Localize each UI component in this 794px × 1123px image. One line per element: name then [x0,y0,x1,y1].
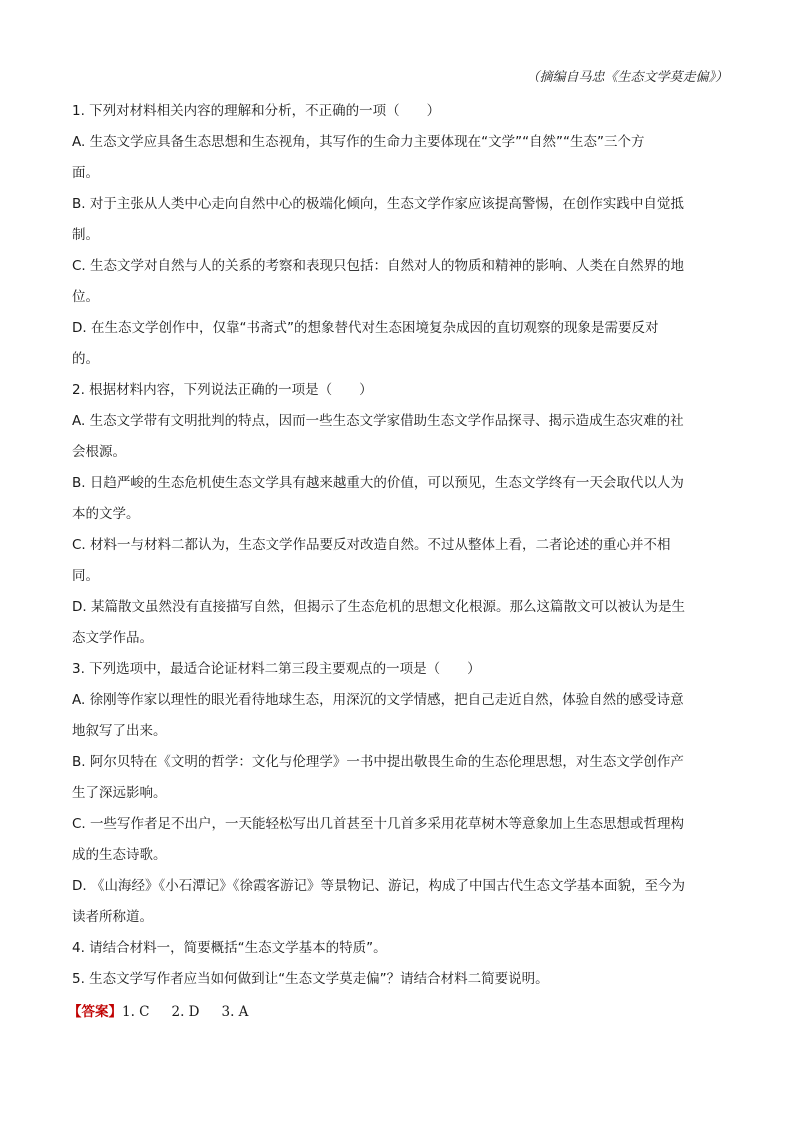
question-2-stem: 2. 根据材料内容，下列说法正确的一项是（ ） [72,382,373,398]
question-2-option-c: C. 材料一与材料二都认为，生态文学作品要反对改造自然。不过从整体上看，二者论述的重心并不相 [72,537,671,553]
question-3-option-d-cont: 读者所称道。 [72,909,153,925]
answer-label: 【答案】 [68,1004,122,1020]
question-1-option-c: C. 生态文学对自然与人的关系的考察和表现只包括：自然对人的物质和精神的影响、人类在自然界的地 [72,258,685,274]
question-3-option-a: A. 徐刚等作家以理性的眼光看待地球生态，用深沉的文学情感，把自己走近自然，体验自然的感受诗意 [72,692,684,708]
question-1-option-a: A. 生态文学应具备生态思想和生态视角，其写作的生命力主要体现在“文学”“自然”“生态”三个方 [72,134,645,150]
question-3-option-b: B. 阿尔贝特在《文明的哲学：文化与伦理学》一书中提出敬畏生命的生态伦理思想，对生态文学创作产 [72,754,684,770]
source-citation: （摘编自马忠《生态文学莫走偏》） [526,70,728,85]
question-1-option-b-cont: 制。 [72,227,99,243]
question-body [68,96,724,1028]
question-1-option-c-cont: 位。 [72,289,99,305]
question-2-option-d-cont: 态文学作品。 [72,630,153,646]
answer-item-2: 2. D [171,1004,200,1020]
question-1-stem: 1. 下列对材料相关内容的理解和分析，不正确的一项（ ） [72,103,441,119]
question-3-option-a-cont: 地叙写了出来。 [72,723,167,739]
question-4-stem: 4. 请结合材料一，简要概括“生态文学基本的特质”。 [72,940,387,956]
question-2-option-a: A. 生态文学带有文明批判的特点，因而一些生态文学家借助生态文学作品探寻、揭示造成生态灾难的社 [72,413,684,429]
question-2-option-d: D. 某篇散文虽然没有直接描写自然，但揭示了生态危机的思想文化根源。那么这篇散文可以被认为是生 [72,599,685,615]
question-3-stem: 3. 下列选项中，最适合论证材料二第三段主要观点的一项是（ ） [72,661,481,677]
question-2-option-a-cont: 会根源。 [72,444,126,460]
question-2-option-b: B. 日趋严峻的生态危机使生态文学具有越来越重大的价值，可以预见，生态文学终有一天会取代以人为 [72,475,684,491]
question-2-option-b-cont: 本的文学。 [72,506,140,522]
question-5-stem: 5. 生态文学写作者应当如何做到让“生态文学莫走偏”？请结合材料二简要说明。 [72,971,549,987]
question-3-option-b-cont: 生了深远影响。 [72,785,167,801]
question-3-option-d: D. 《山海经》《小石潭记》《徐霞客游记》等景物记、游记，构成了中国古代生态文学基本面貌，至今为 [72,878,685,894]
question-1-option-b: B. 对于主张从人类中心走向自然中心的极端化倾向，生态文学作家应该提高警惕，在创作实践中自觉抵 [72,196,684,212]
question-2-option-c-cont: 同。 [72,568,99,584]
answer-line [68,997,724,1028]
answer-item-1: 1. C [122,1004,150,1020]
answer-item-3: 3. A [221,1004,249,1020]
question-1-option-d: D. 在生态文学创作中，仅靠“书斋式”的想象替代对生态困境复杂成因的直切观察的现象是需要反对 [72,320,659,336]
question-3-option-c-cont: 成的生态诗歌。 [72,847,167,863]
question-3-option-c: C. 一些写作者足不出户，一天能轻松写出几首甚至十几首多采用花草树木等意象加上生态思想或哲理构 [72,816,685,832]
question-1-option-a-cont: 面。 [72,165,99,181]
question-1-option-d-cont: 的。 [72,351,99,367]
